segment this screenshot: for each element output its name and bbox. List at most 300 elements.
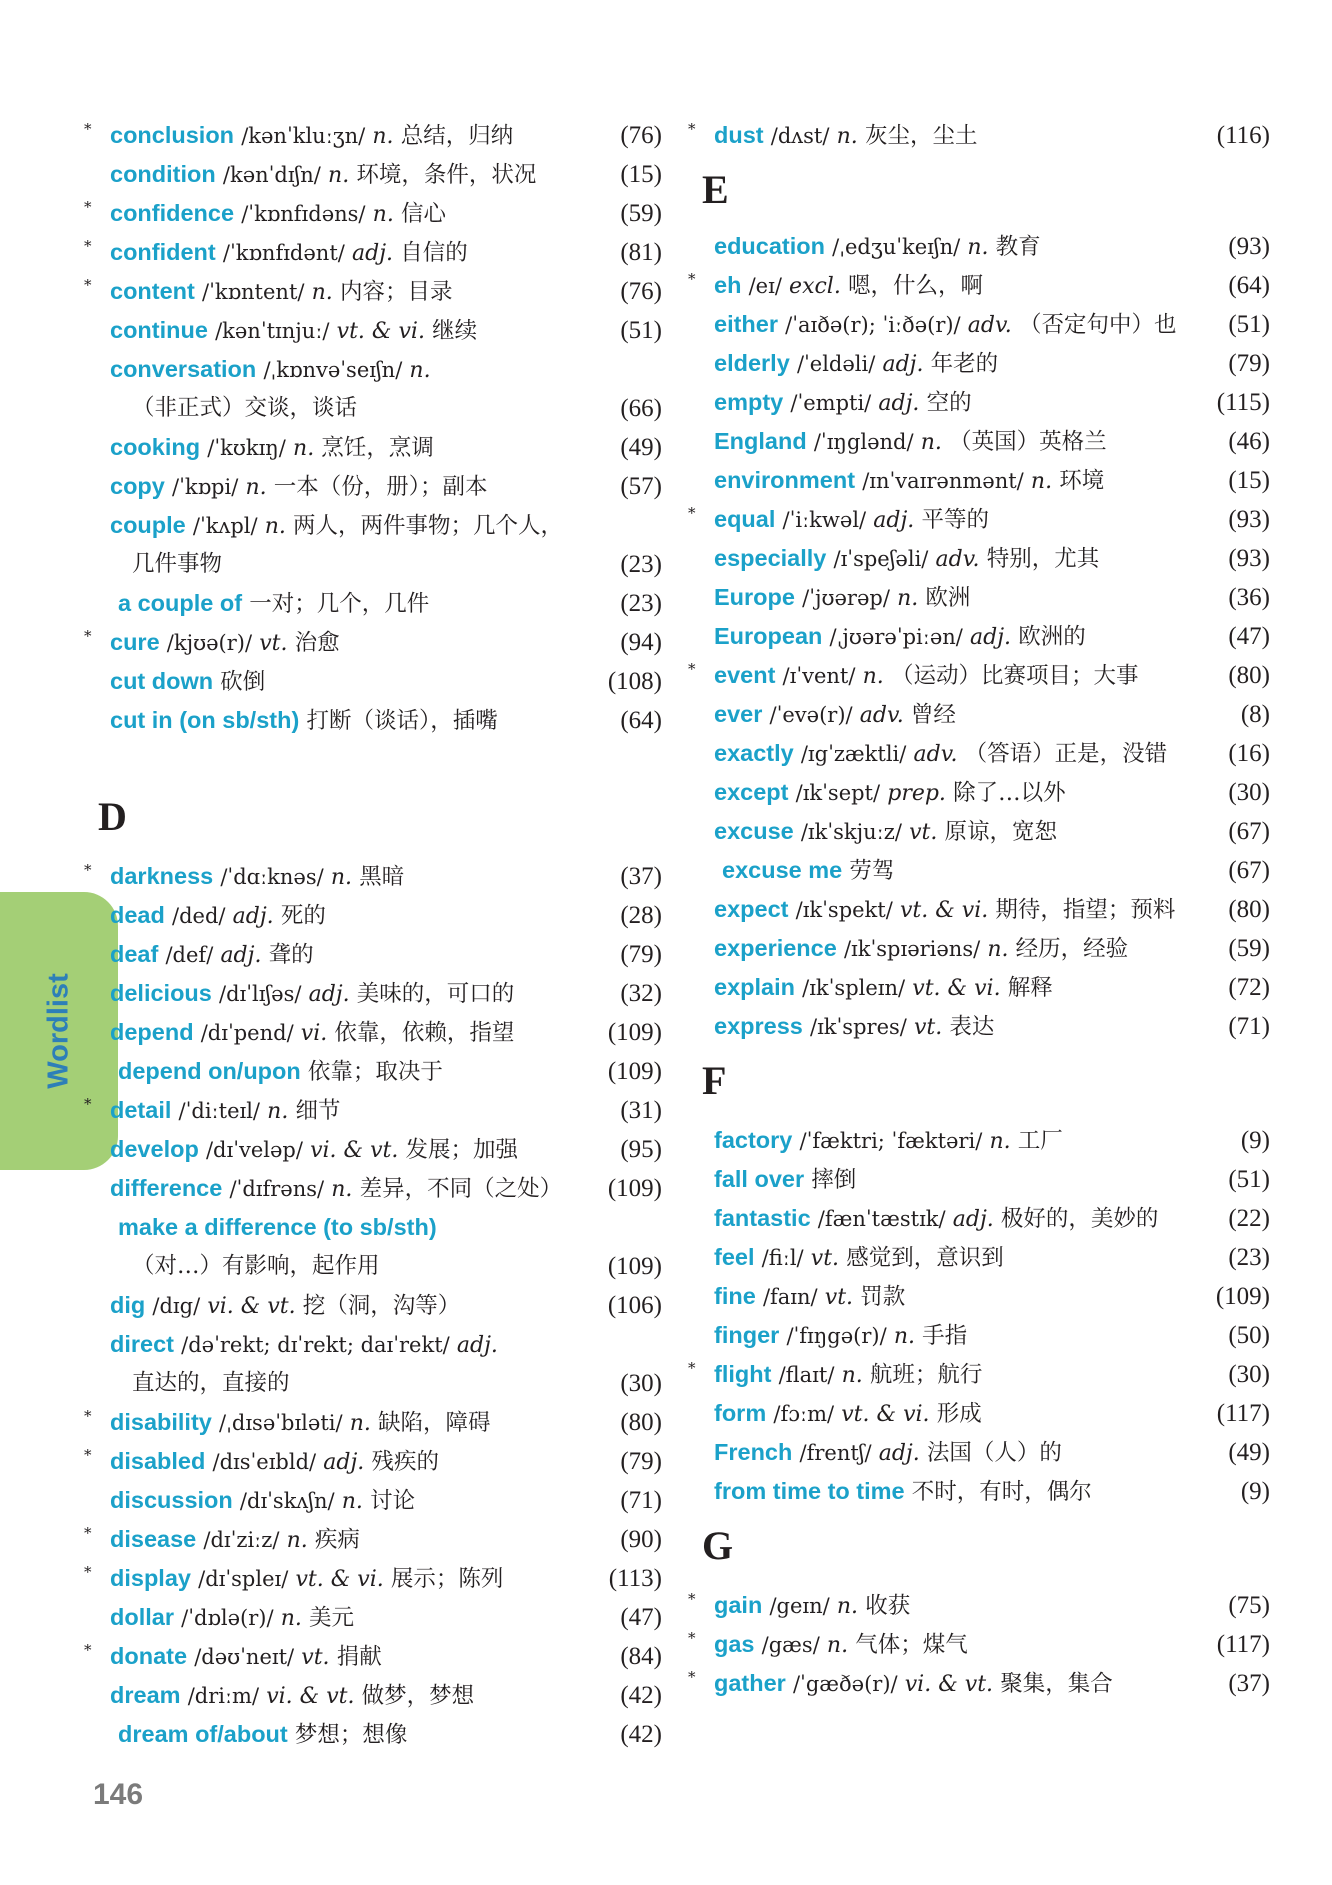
section-heading: E — [702, 167, 729, 212]
entry-text — [96, 591, 429, 617]
headword: gain — [714, 1592, 763, 1618]
entry-text — [96, 1449, 439, 1475]
entry-text — [700, 546, 1099, 572]
entry-text — [96, 1410, 491, 1436]
entry-text — [96, 551, 222, 577]
part-of-speech: n. — [836, 124, 858, 149]
part-of-speech: adv. — [913, 742, 958, 767]
entry-row — [84, 623, 662, 662]
entry-row — [700, 851, 1270, 890]
entry-row — [84, 194, 662, 233]
pronunciation: /dəˈrekt; dɪˈrekt; daɪˈrekt/ — [181, 1333, 450, 1357]
unit-reference: (94) — [620, 629, 662, 656]
entry-gloss: 原谅，宽恕 — [944, 819, 1057, 845]
headword: copy — [110, 473, 165, 499]
part-of-speech: n. — [987, 937, 1009, 962]
entry-row — [700, 890, 1270, 929]
headword: from time to time — [714, 1478, 905, 1504]
unit-reference: (51) — [1228, 1166, 1270, 1193]
entry-text — [700, 624, 1086, 650]
entry-gloss: 一对；几个，几件 — [249, 591, 430, 617]
unit-reference: (51) — [620, 317, 662, 344]
part-of-speech: n. — [264, 514, 286, 539]
entry-text — [700, 1671, 1113, 1697]
pronunciation: /dɪˈspleɪ/ — [198, 1567, 289, 1591]
entry-gloss: 嗯，什么，啊 — [847, 273, 983, 299]
headword: expect — [714, 896, 789, 922]
entry-gloss: 依靠；取决于 — [307, 1059, 443, 1085]
headword: cooking — [110, 434, 201, 460]
entry-text — [96, 942, 314, 968]
entry-gloss: （非正式）交谈，谈话 — [132, 395, 358, 421]
entry-gloss: 几件事物 — [132, 551, 223, 577]
headword: donate — [110, 1643, 188, 1669]
pronunciation: /ˈempti/ — [790, 391, 872, 415]
pronunciation: /ˈkɒpi/ — [172, 475, 239, 499]
entry-row — [688, 266, 1270, 305]
entry-row — [96, 1169, 662, 1208]
section-heading: D — [98, 794, 127, 839]
entry-text — [96, 981, 514, 1007]
star-marker-icon: * — [688, 120, 696, 138]
entry-row — [96, 311, 662, 350]
entry-row — [96, 935, 662, 974]
headword: education — [714, 233, 825, 259]
entry-row — [84, 116, 662, 155]
entry-gloss: 灰尘，尘土 — [864, 123, 978, 149]
headword: condition — [110, 161, 216, 187]
headword: detail — [110, 1097, 172, 1123]
entry-gloss: 感觉到，意识到 — [846, 1245, 1004, 1271]
entry-gloss: 欧洲的 — [1018, 624, 1086, 650]
part-of-speech: n. — [245, 475, 267, 500]
entry-text — [700, 1284, 905, 1310]
part-of-speech: vt. — [259, 631, 288, 656]
pronunciation: /ˈfɪŋgə(r)/ — [786, 1324, 887, 1348]
entry-text — [96, 1527, 360, 1553]
headword: continue — [110, 317, 208, 343]
entry-row — [700, 1238, 1270, 1277]
headword: display — [110, 1565, 191, 1591]
star-marker-icon: * — [84, 1563, 92, 1581]
entry-row — [96, 974, 662, 1013]
headword: couple — [110, 512, 186, 538]
pronunciation: /ded/ — [172, 904, 226, 928]
entry-gloss: 展示；陈列 — [390, 1566, 504, 1592]
unit-reference: (42) — [620, 1721, 662, 1748]
part-of-speech: vi. & vt. — [310, 1138, 399, 1163]
entry-gloss: 工厂 — [1017, 1128, 1063, 1154]
part-of-speech: n. — [893, 1324, 915, 1349]
pronunciation: /ˈkɒntent/ — [202, 280, 305, 304]
star-marker-icon: * — [688, 270, 696, 288]
entry-gloss: 摔倒 — [811, 1167, 857, 1193]
part-of-speech: n. — [349, 1411, 371, 1436]
part-of-speech: n. — [372, 202, 394, 227]
entry-row — [688, 116, 1270, 155]
pronunciation: /ɪkˈspɪəriəns/ — [843, 937, 981, 961]
headword: factory — [714, 1127, 793, 1153]
entry-text — [96, 903, 326, 929]
unit-reference: (42) — [620, 1682, 662, 1709]
headword: discussion — [110, 1487, 233, 1513]
part-of-speech: adj. — [873, 508, 915, 533]
entry-gloss: 法国（人）的 — [926, 1440, 1062, 1466]
entry-continuation — [96, 1247, 662, 1286]
entry-row — [84, 1403, 662, 1442]
pronunciation: /ˌkɒnvəˈseɪʃn/ — [263, 358, 403, 382]
part-of-speech: vt. & vi. — [912, 976, 1001, 1001]
entry-text — [96, 1176, 562, 1202]
unit-reference: (32) — [620, 980, 662, 1007]
headword: dream — [110, 1682, 181, 1708]
headword: dollar — [110, 1604, 174, 1630]
headword: finger — [714, 1322, 780, 1348]
unit-reference: (72) — [1228, 974, 1270, 1001]
unit-reference: (47) — [620, 1604, 662, 1631]
entry-gloss: 黑暗 — [359, 864, 405, 890]
pronunciation: /fɔːm/ — [773, 1402, 835, 1426]
entry-text — [96, 1605, 354, 1631]
entry-text — [700, 1632, 968, 1658]
part-of-speech: adv. — [935, 547, 980, 572]
entry-row — [700, 305, 1270, 344]
entry-gloss: （答语）正是，没错 — [964, 741, 1168, 767]
headword: cure — [110, 629, 160, 655]
entry-row — [84, 272, 662, 311]
headword: flight — [714, 1361, 772, 1387]
unit-reference: (95) — [620, 1136, 662, 1163]
part-of-speech: adj. — [882, 352, 924, 377]
part-of-speech: n. — [989, 1129, 1011, 1154]
pronunciation: /ˈevə(r)/ — [769, 703, 853, 727]
part-of-speech: n. — [311, 280, 333, 305]
headword: conversation — [110, 356, 257, 382]
entry-gloss: 治愈 — [294, 630, 340, 656]
entry-text — [96, 669, 265, 695]
pronunciation: /gæs/ — [761, 1633, 820, 1657]
entry-row — [700, 344, 1270, 383]
part-of-speech: n. — [836, 1594, 859, 1619]
part-of-speech: n. — [897, 586, 919, 611]
entry-row — [96, 467, 662, 506]
unit-reference: (109) — [607, 1058, 662, 1085]
unit-reference: (117) — [1216, 1631, 1270, 1658]
pronunciation: /dɪˈpend/ — [200, 1021, 294, 1045]
unit-reference: (109) — [607, 1175, 662, 1202]
entry-gloss: 欧洲 — [925, 585, 971, 611]
pronunciation: /geɪn/ — [769, 1594, 830, 1618]
part-of-speech: n. — [409, 358, 431, 383]
headword: England — [714, 428, 807, 454]
entry-gloss: 捐献 — [336, 1644, 382, 1670]
headword: disability — [110, 1409, 212, 1435]
entry-row — [700, 578, 1270, 617]
entry-row — [96, 662, 662, 701]
pronunciation: /dɪˈveləp/ — [205, 1138, 303, 1162]
entry-gloss: 做梦，梦想 — [361, 1683, 475, 1709]
entry-text — [700, 507, 989, 533]
entry-row — [700, 1394, 1270, 1433]
entry-gloss: 经历，经验 — [1015, 936, 1129, 962]
entry-row — [96, 1130, 662, 1169]
pronunciation: /ɪkˈspleɪn/ — [802, 976, 906, 1000]
entry-text — [700, 702, 956, 728]
entry-row — [84, 1442, 662, 1481]
entry-gloss: 自信的 — [400, 240, 468, 266]
pronunciation: /ˈɪŋglənd/ — [813, 430, 914, 454]
entry-row — [700, 773, 1270, 812]
unit-reference: (57) — [620, 473, 662, 500]
entry-gloss: 收获 — [865, 1593, 911, 1619]
headword: cut down — [110, 668, 214, 694]
entry-row — [96, 155, 662, 194]
part-of-speech: vt. — [301, 1645, 330, 1670]
headword: depend — [110, 1019, 194, 1045]
section-heading: G — [702, 1523, 734, 1568]
entry-row — [96, 1208, 662, 1247]
part-of-speech: vt. & vi. — [841, 1402, 930, 1427]
headword: exactly — [714, 740, 794, 766]
entry-row — [700, 422, 1270, 461]
right-column — [688, 116, 1270, 1703]
part-of-speech: n. — [293, 436, 315, 461]
entry-row — [688, 1586, 1270, 1625]
part-of-speech: adj. — [352, 241, 394, 266]
headword: confidence — [110, 200, 235, 226]
unit-reference: (76) — [620, 278, 662, 305]
entry-row — [96, 1715, 662, 1754]
headword: deaf — [110, 941, 159, 967]
entry-text — [700, 390, 972, 416]
entry-row — [96, 584, 662, 623]
entry-text — [96, 1293, 460, 1319]
unit-reference: (109) — [607, 1019, 662, 1046]
left-column — [84, 116, 662, 1754]
entry-gloss: 特别，尤其 — [986, 546, 1100, 572]
page-number: 146 — [93, 1778, 144, 1811]
unit-reference: (64) — [1228, 272, 1270, 299]
pronunciation: /ˌdɪsəˈbɪləti/ — [219, 1411, 343, 1435]
entry-row — [700, 1121, 1270, 1160]
headword: dust — [714, 122, 764, 148]
unit-reference: (37) — [1228, 1670, 1270, 1697]
unit-reference: (80) — [1228, 662, 1270, 689]
headword: eh — [714, 272, 742, 298]
headword: either — [714, 311, 778, 337]
unit-reference: (30) — [620, 1370, 662, 1397]
part-of-speech: vi. & vt. — [904, 1672, 994, 1697]
entry-row — [96, 1481, 662, 1520]
part-of-speech: n. — [862, 664, 884, 689]
star-marker-icon: * — [84, 627, 92, 645]
unit-reference: (93) — [1228, 545, 1270, 572]
pronunciation: /dɪˈziːz/ — [203, 1528, 280, 1552]
unit-reference: (28) — [620, 902, 662, 929]
part-of-speech: vt. & vi. — [295, 1567, 384, 1592]
entry-gloss: 教育 — [995, 234, 1041, 260]
entry-gloss: 依靠，依赖，指望 — [334, 1020, 515, 1046]
entry-text — [700, 819, 1057, 845]
part-of-speech: adv. — [859, 703, 904, 728]
entry-text — [96, 1722, 407, 1748]
part-of-speech: prep. — [887, 781, 946, 806]
unit-reference: (71) — [620, 1487, 662, 1514]
pronunciation: /ˌjʊərəˈpiːən/ — [829, 625, 963, 649]
unit-reference: (66) — [620, 395, 662, 422]
part-of-speech: vi. & vt. — [266, 1684, 355, 1709]
part-of-speech: adv. — [967, 313, 1012, 338]
part-of-speech: n. — [920, 430, 942, 455]
entry-text — [700, 1014, 994, 1040]
star-marker-icon: * — [84, 1095, 92, 1113]
unit-reference: (113) — [608, 1565, 662, 1592]
pronunciation: /dɪˈskʌʃn/ — [239, 1489, 335, 1513]
entry-text — [96, 395, 357, 421]
pronunciation: /kənˈkluːʒn/ — [241, 124, 366, 148]
pronunciation: /fænˈtæstɪk/ — [817, 1207, 946, 1231]
unit-reference: (16) — [1228, 740, 1270, 767]
entry-row — [688, 500, 1270, 539]
unit-reference: (47) — [1228, 623, 1270, 650]
part-of-speech: adj. — [308, 982, 350, 1007]
entry-text — [96, 435, 434, 461]
part-of-speech: vt. — [824, 1285, 854, 1310]
entry-gloss: 曾经 — [910, 702, 956, 728]
headword: explain — [714, 974, 795, 1000]
unit-reference: (115) — [1216, 389, 1270, 416]
part-of-speech: vt. — [909, 820, 938, 845]
unit-reference: (49) — [620, 434, 662, 461]
part-of-speech: n. — [841, 1363, 863, 1388]
headword: direct — [110, 1331, 174, 1357]
entry-text — [700, 123, 977, 149]
entry-gloss: 不时，有时，偶尔 — [911, 1479, 1092, 1505]
entry-gloss: 解释 — [1007, 975, 1053, 1001]
headword: especially — [714, 545, 827, 571]
entry-gloss: 疾病 — [314, 1527, 360, 1553]
entry-gloss: 环境 — [1059, 468, 1105, 494]
unit-reference: (15) — [1228, 467, 1270, 494]
headword: a couple of — [118, 590, 243, 616]
entry-gloss: 一本（份，册）；副本 — [273, 474, 488, 500]
star-marker-icon: * — [84, 1446, 92, 1464]
entry-row — [84, 1637, 662, 1676]
pronunciation: /ɪˈvent/ — [782, 664, 856, 688]
entry-gloss: 内容；目录 — [339, 279, 453, 305]
pronunciation: /ˈdɒlə(r)/ — [181, 1606, 274, 1630]
part-of-speech: vt. & vi. — [336, 319, 425, 344]
entry-text — [96, 1683, 474, 1709]
headword: difference — [110, 1175, 223, 1201]
headword: depend on/upon — [118, 1058, 301, 1084]
pronunciation: /flaɪt/ — [778, 1363, 835, 1387]
unit-reference: (50) — [1228, 1322, 1270, 1349]
pronunciation: /dəʊˈneɪt/ — [194, 1645, 295, 1669]
unit-reference: (90) — [620, 1526, 662, 1553]
entry-gloss: 劳驾 — [849, 858, 895, 884]
pronunciation: /ˈiːkwəl/ — [782, 508, 867, 532]
part-of-speech: n. — [267, 1099, 289, 1124]
entry-text — [700, 1593, 910, 1619]
pronunciation: /ˈgæðə(r)/ — [792, 1672, 898, 1696]
entry-row — [96, 506, 662, 545]
pronunciation: /ˌedʒuˈkeɪʃn/ — [832, 235, 961, 259]
entry-gloss: 梦想；想像 — [294, 1722, 408, 1748]
star-marker-icon: * — [688, 504, 696, 522]
unit-reference: (23) — [620, 551, 662, 578]
part-of-speech: adj. — [220, 943, 262, 968]
pronunciation: /ˈdɪfrəns/ — [229, 1177, 325, 1201]
pronunciation: /kənˈdɪʃn/ — [222, 163, 321, 187]
entry-continuation — [96, 545, 662, 584]
pronunciation: /ˈfæktri; ˈfæktəri/ — [799, 1129, 983, 1153]
unit-reference: (37) — [620, 863, 662, 890]
star-marker-icon: * — [688, 1668, 696, 1686]
pronunciation: /ˈaɪðə(r); ˈiːðə(r)/ — [785, 313, 961, 337]
entry-text — [96, 1059, 443, 1085]
entry-gloss: 除了…以外 — [953, 780, 1066, 806]
pronunciation: /dɪsˈeɪbld/ — [212, 1450, 317, 1474]
part-of-speech: adj. — [970, 625, 1012, 650]
star-marker-icon: * — [84, 1407, 92, 1425]
unit-reference: (31) — [620, 1097, 662, 1124]
entry-text — [96, 1332, 498, 1358]
entry-text — [96, 1370, 290, 1396]
pronunciation: /ɪkˈsept/ — [795, 781, 881, 805]
star-marker-icon: * — [84, 276, 92, 294]
entry-row — [700, 1007, 1270, 1046]
unit-reference: (106) — [607, 1292, 662, 1319]
headword: fall over — [714, 1166, 805, 1192]
headword: cut in (on sb/sth) — [110, 707, 300, 733]
entry-gloss: 航班；航行 — [869, 1362, 983, 1388]
star-marker-icon: * — [84, 237, 92, 255]
pronunciation: /ˈdiːteɪl/ — [178, 1099, 261, 1123]
entry-row — [96, 1052, 662, 1091]
entry-gloss: 砍倒 — [220, 669, 266, 695]
unit-reference: (30) — [1228, 1361, 1270, 1388]
pronunciation: /ˈkʌpl/ — [192, 514, 258, 538]
unit-reference: (9) — [1240, 1478, 1270, 1505]
entry-gloss: 聋的 — [268, 942, 314, 968]
headword: fantastic — [714, 1205, 811, 1231]
entry-text — [96, 201, 446, 227]
unit-reference: (64) — [620, 707, 662, 734]
entry-gloss: 期待，指望；预料 — [995, 897, 1176, 923]
entry-text — [700, 1167, 856, 1193]
entry-row — [96, 701, 662, 740]
unit-reference: (75) — [1228, 1592, 1270, 1619]
headword: gather — [714, 1670, 786, 1696]
headword: feel — [714, 1244, 755, 1270]
entry-gloss: （运动）比赛项目；大事 — [890, 663, 1139, 689]
entry-gloss: 发展；加强 — [405, 1137, 519, 1163]
entry-gloss: 手指 — [922, 1323, 968, 1349]
unit-reference: (71) — [1228, 1013, 1270, 1040]
entry-gloss: 缺陷，障碍 — [378, 1410, 491, 1436]
headword: empty — [714, 389, 784, 415]
entry-row — [84, 857, 662, 896]
headword: fine — [714, 1283, 756, 1309]
star-marker-icon: * — [84, 120, 92, 138]
part-of-speech: n. — [1030, 469, 1053, 494]
entry-gloss: 年老的 — [930, 351, 999, 377]
headword: gas — [714, 1631, 755, 1657]
entry-text — [96, 318, 477, 344]
entry-row — [84, 233, 662, 272]
part-of-speech: n. — [967, 235, 989, 260]
